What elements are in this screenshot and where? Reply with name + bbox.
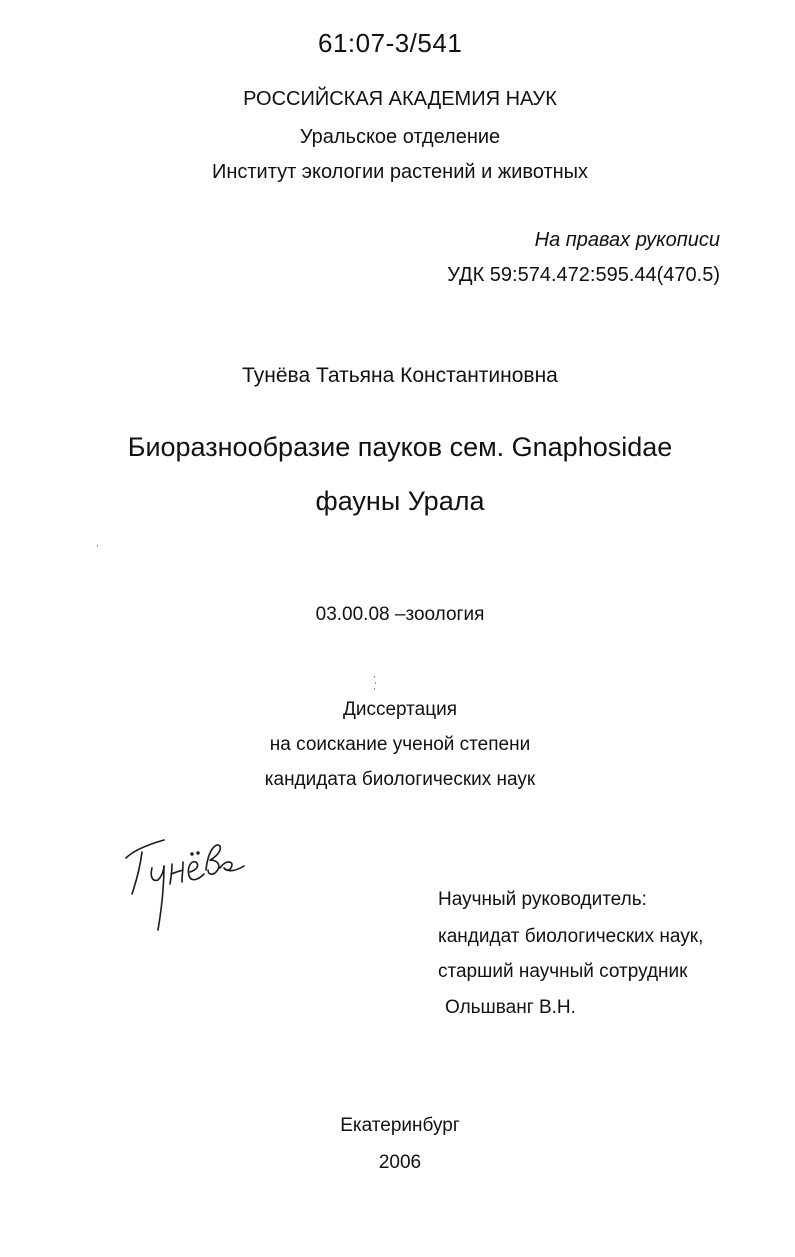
scan-speck <box>374 688 375 690</box>
thesis-title-line-1: Биоразнообразие пауков сем. Gnaphosidae <box>127 432 673 462</box>
supervisor-heading: Научный руководитель: <box>438 889 647 910</box>
handwritten-signature-icon <box>120 820 250 940</box>
academy-name: РОССИЙСКАЯ АКАДЕМИЯ НАУК <box>243 88 557 110</box>
supervisor-name: Ольшванг В.Н. <box>445 997 576 1018</box>
udc-code: УДК 59:574.472:595.44(470.5) <box>447 264 720 286</box>
supervisor-position: старший научный сотрудник <box>438 961 688 982</box>
city: Екатеринбург <box>340 1115 460 1136</box>
year: 2006 <box>378 1152 422 1173</box>
thesis-title-line-2: фауны Урала <box>315 486 485 516</box>
dissertation-line-1: Диссертация <box>342 699 458 720</box>
supervisor-degree: кандидат биологических наук, <box>438 926 704 947</box>
institute-name: Институт экологии растений и животных <box>211 161 589 183</box>
author-name: Тунёва Татьяна Константиновна <box>242 364 558 387</box>
scan-speck <box>374 676 375 678</box>
dissertation-line-3: кандидата биологических наук <box>264 769 536 790</box>
archive-code: 61:07-3/541 <box>318 28 463 58</box>
dissertation-line-2: на соискание ученой степени <box>269 734 531 755</box>
manuscript-rights: На правах рукописи <box>534 229 720 251</box>
branch-name: Уральское отделение <box>299 126 501 148</box>
scan-speck <box>97 545 98 547</box>
scan-speck <box>375 682 376 684</box>
specialty-code: 03.00.08 –зоология <box>315 604 485 625</box>
